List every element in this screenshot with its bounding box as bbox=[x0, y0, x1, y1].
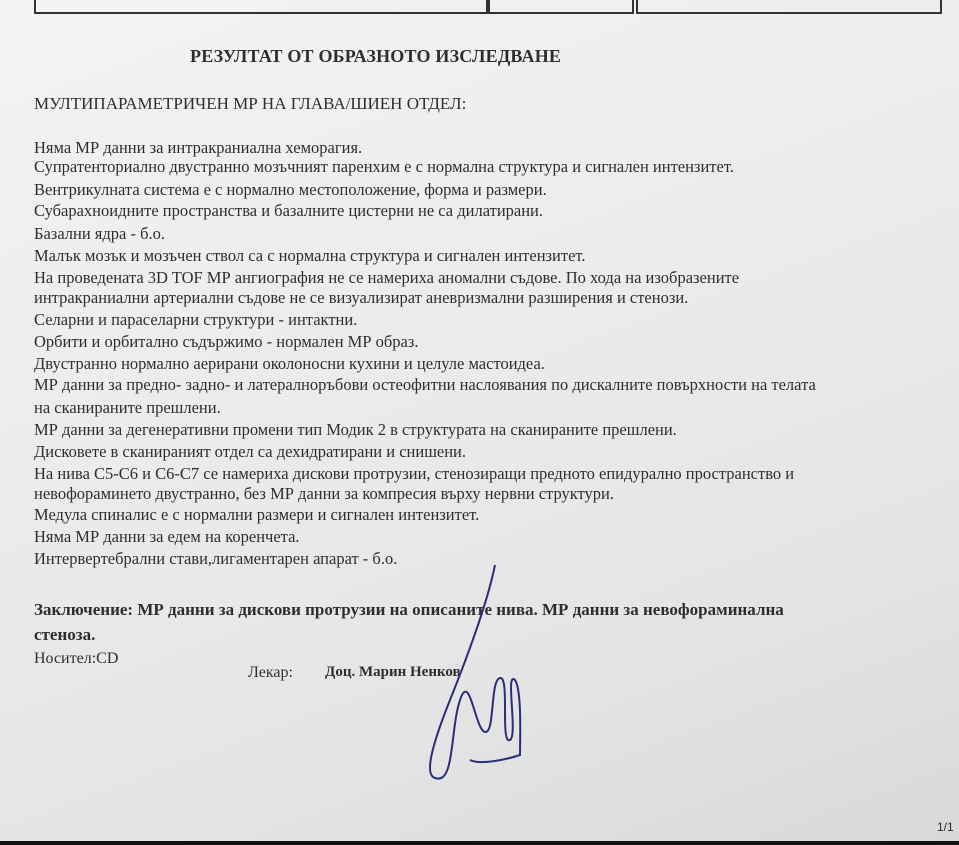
finding-line: Интервертебрални стави,лигаментарен апарат - б.о. bbox=[34, 549, 398, 568]
finding-line: На проведената 3D TOF МР ангиография не се намериха аномални съдове. По хода на изобразените bbox=[34, 268, 740, 287]
finding-line: МР данни за предно- задно- и латералноръбови остеофитни наслоявания по дискалните повърхности на телата bbox=[34, 375, 816, 394]
finding-line: Дисковете в сканираният отдел са дехидратирани и снишени. bbox=[34, 442, 467, 461]
finding-line: Вентрикулната система е с нормално местоположение, форма и размери. bbox=[34, 180, 547, 199]
conclusion-continued: стеноза. bbox=[34, 625, 96, 644]
doctor-name: Доц. Марин Ненков bbox=[325, 664, 461, 680]
finding-line: На нива С5-С6 и С6-С7 се намериха дискови протрузии, стенозиращи предното епидурално пространство и bbox=[34, 464, 795, 483]
finding-line: Двустранно нормално аерирани околоносни кухини и целуле мастоидеа. bbox=[34, 354, 545, 373]
header-table-cell bbox=[488, 0, 634, 14]
page-number: 1/1 bbox=[937, 820, 954, 834]
finding-line: Супратенториално двустранно мозъчният паренхим е с нормална структура и сигнален интензитет. bbox=[34, 157, 734, 176]
finding-line: интракраниални артериални съдове не се визуализират аневризмални разширения и стенози. bbox=[34, 288, 689, 307]
header-table-cell bbox=[636, 0, 942, 14]
finding-line: Селарни и параселарни структури - интактни. bbox=[34, 310, 358, 329]
finding-line: Медула спиналис е с нормални размери и сигнален интензитет. bbox=[34, 505, 480, 524]
finding-line: Малък мозък и мозъчен ствол са с нормална структура и сигнален интензитет. bbox=[34, 246, 586, 265]
finding-line: Субарахноидните пространства и базалните цистерни не са дилатирани. bbox=[34, 201, 544, 220]
document-title: РЕЗУЛТАТ ОТ ОБРАЗНОТО ИЗСЛЕДВАНЕ bbox=[190, 46, 562, 66]
finding-line: МР данни за дегенеративни промени тип Модик 2 в структурата на сканираните прешлени. bbox=[34, 420, 677, 439]
finding-line: Базални ядра - б.о. bbox=[34, 224, 166, 243]
conclusion: Заключение: МР данни за дискови протрузии на описаните нива. МР данни за невофораминална bbox=[34, 600, 784, 619]
photo-edge bbox=[0, 841, 959, 845]
finding-line: Няма МР данни за едем на коренчета. bbox=[34, 527, 300, 546]
finding-line: на сканираните прешлени. bbox=[34, 398, 221, 417]
header-table-cell bbox=[34, 0, 488, 14]
section-heading: МУЛТИПАРАМЕТРИЧЕН МР НА ГЛАВА/ШИЕН ОТДЕЛ: bbox=[34, 94, 467, 113]
finding-line: невофораминето двустранно, без МР данни за компресия върху нервни структури. bbox=[34, 484, 614, 503]
finding-line: Няма МР данни за интракраниална хеморагия. bbox=[34, 138, 363, 157]
signature bbox=[400, 560, 560, 790]
medium-label: Носител:CD bbox=[34, 650, 119, 667]
finding-line: Орбити и орбитално съдържимо - нормален МР образ. bbox=[34, 332, 419, 351]
doctor-label: Лекар: bbox=[248, 664, 293, 681]
